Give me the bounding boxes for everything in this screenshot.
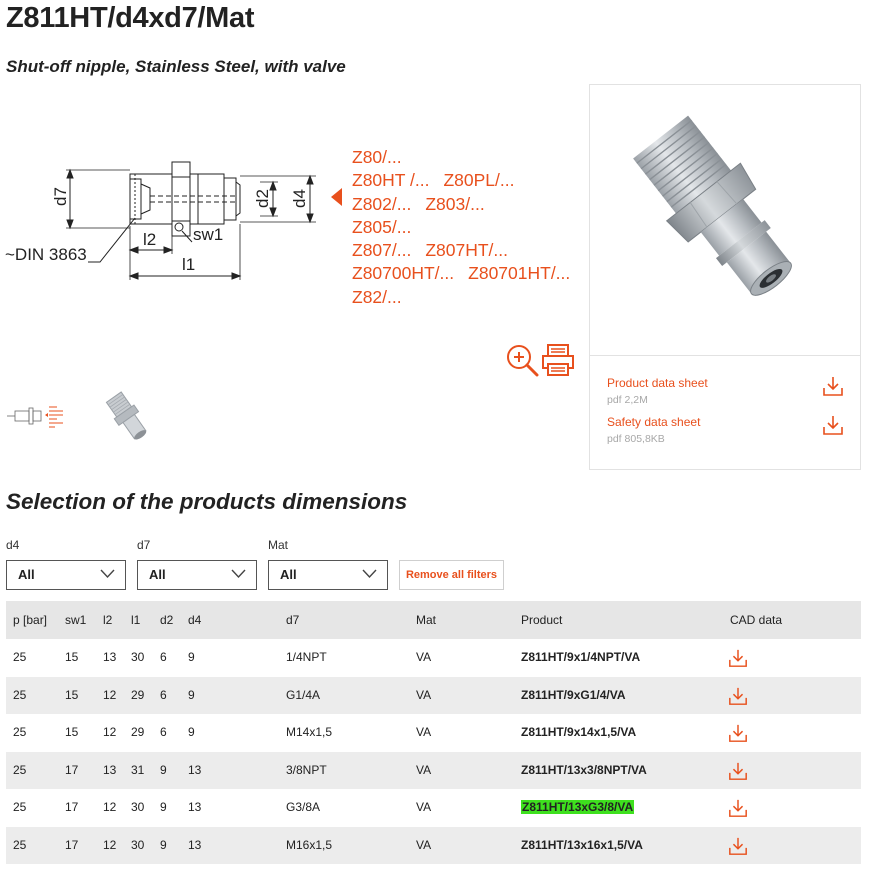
section-title: Selection of the products dimensions [6, 489, 408, 514]
series-link[interactable]: Z805/... [352, 216, 412, 237]
search-highlight: Z811HT/13xG3/8/VA [522, 800, 634, 814]
table-row[interactable] [6, 639, 861, 677]
series-link[interactable]: Z803/... [425, 193, 485, 214]
d7-label: d7 [51, 187, 70, 206]
series-link[interactable]: Z807HT/... [425, 240, 509, 261]
cell-mat: VA [416, 725, 432, 739]
filter-select-mat[interactable] [268, 560, 388, 590]
cell-d4: 9 [188, 725, 195, 739]
d4-label: d4 [290, 189, 309, 208]
series-link[interactable]: Z80701HT/... [468, 263, 571, 284]
cell-mat: VA [416, 837, 432, 852]
filter-label-d7: d7 [137, 538, 151, 552]
column-header: l2 [103, 613, 113, 627]
series-row [352, 169, 587, 192]
filter-value: All [149, 567, 166, 582]
column-header: d7 [286, 613, 300, 627]
filter-value: All [280, 567, 297, 582]
download-icon[interactable] [822, 414, 844, 436]
table-row[interactable] [6, 714, 861, 752]
zoom-in-icon[interactable] [505, 343, 539, 377]
filter-select-d4[interactable] [6, 560, 126, 590]
filter-value: All [18, 567, 35, 582]
product-data-sheet-link[interactable]: Product data sheet [607, 376, 708, 390]
cell-l2: 12 [103, 837, 117, 852]
cell-l1: 30 [131, 800, 145, 814]
cell-l2: 12 [103, 687, 117, 702]
series-row [352, 216, 587, 239]
cell-sw1: 17 [65, 800, 79, 814]
download-icon[interactable] [728, 761, 748, 781]
product-link[interactable]: Z811HT/13x16x1,5/VA [521, 837, 643, 852]
technical-drawing [0, 130, 330, 300]
cell-d7: 1/4NPT [286, 650, 327, 664]
cell-l1: 30 [131, 650, 145, 664]
cell-pressure: 25 [13, 800, 27, 814]
sw1-label: sw1 [193, 225, 224, 244]
page-title: Z811HT/d4xd7/Mat [6, 2, 255, 34]
series-row [352, 286, 587, 309]
column-header: l1 [131, 613, 141, 627]
series-row [352, 239, 587, 262]
filter-label-mat: Mat [268, 538, 289, 552]
cell-d7: 3/8NPT [286, 762, 327, 777]
cell-d2: 6 [160, 725, 167, 739]
series-link[interactable]: Z80/... [352, 147, 402, 167]
cell-mat: VA [416, 687, 432, 702]
table-row[interactable] [6, 677, 861, 715]
products-table [6, 601, 861, 864]
cell-d4: 9 [188, 650, 195, 664]
product-link[interactable]: Z811HT/9x1/4NPT/VA [521, 650, 641, 664]
series-link[interactable]: Z80700HT/... [352, 263, 455, 284]
download-icon[interactable] [822, 375, 844, 397]
column-header: Product [521, 613, 563, 627]
file-info: pdf 805,8KB [607, 433, 665, 445]
cell-l1: 31 [131, 762, 145, 777]
column-header: d2 [160, 613, 174, 627]
product-link[interactable]: Z811HT/9x14x1,5/VA [521, 725, 637, 739]
table-header [6, 601, 861, 639]
cell-d4: 13 [188, 800, 202, 814]
din-label: ~DIN 3863 [5, 245, 87, 264]
cell-l1: 29 [131, 687, 145, 702]
filter-label-d4: d4 [6, 538, 20, 552]
cell-d2: 9 [160, 800, 167, 814]
cell-sw1: 15 [65, 650, 79, 664]
l2-label: l2 [143, 230, 157, 249]
cell-pressure: 25 [13, 837, 27, 852]
series-row [352, 262, 587, 285]
product-link[interactable]: Z811HT/13x3/8NPT/VA [521, 762, 647, 777]
product-link-highlighted[interactable] [521, 789, 634, 827]
cell-d2: 6 [160, 650, 167, 664]
filter-select-d7[interactable] [137, 560, 257, 590]
cell-d4: 13 [188, 837, 202, 852]
chevron-down-icon [362, 566, 377, 581]
product-link[interactable]: Z811HT/9xG1/4/VA [521, 687, 626, 702]
column-header: CAD data [730, 613, 783, 627]
series-link[interactable]: Z807/... [352, 240, 412, 261]
series-link[interactable]: Z82/... [352, 286, 402, 307]
cell-mat: VA [416, 800, 432, 814]
cell-d4: 13 [188, 762, 202, 777]
cell-sw1: 17 [65, 762, 79, 777]
cell-l1: 29 [131, 725, 145, 739]
l1-label: l1 [182, 255, 196, 274]
chevron-down-icon [100, 566, 115, 581]
drawing-thumbnail[interactable] [5, 395, 73, 437]
series-link[interactable]: Z80HT /... [352, 170, 430, 191]
chevron-down-icon [231, 566, 246, 581]
series-link[interactable]: Z80PL/... [443, 170, 515, 191]
cell-l1: 30 [131, 837, 145, 852]
series-row [352, 193, 587, 216]
download-icon[interactable] [728, 686, 748, 706]
column-header: p [bar] [13, 613, 48, 627]
series-row [352, 146, 587, 169]
cell-pressure: 25 [13, 725, 27, 739]
cell-l2: 12 [103, 800, 117, 814]
product-media-card [589, 84, 861, 470]
safety-data-sheet-link[interactable]: Safety data sheet [607, 415, 701, 429]
product-photo-thumbnail[interactable] [96, 385, 158, 447]
cell-d2: 6 [160, 687, 167, 702]
cell-d7: G3/8A [286, 800, 321, 814]
table-row[interactable] [6, 789, 861, 827]
column-header: d4 [188, 613, 202, 627]
print-icon[interactable] [541, 343, 575, 377]
cell-pressure: 25 [13, 650, 27, 664]
cell-d7: G1/4A [286, 687, 321, 702]
table-row[interactable] [6, 752, 861, 790]
column-header: Mat [416, 613, 437, 627]
cell-sw1: 15 [65, 687, 79, 702]
cell-pressure: 25 [13, 762, 27, 777]
cell-d7: M16x1,5 [286, 837, 333, 852]
compatible-series-list [352, 146, 587, 309]
cell-l2: 13 [103, 762, 117, 777]
d2-label: d2 [253, 189, 272, 208]
download-icon[interactable] [728, 723, 748, 743]
triangle-left-icon [331, 188, 342, 206]
safety-data-sheet [607, 415, 700, 445]
page-subtitle: Shut-off nipple, Stainless Steel, with valve [6, 57, 346, 76]
cell-d7: M14x1,5 [286, 725, 333, 739]
cell-d2: 9 [160, 762, 167, 777]
table-row[interactable] [6, 827, 861, 865]
file-info: pdf 2,2M [607, 394, 648, 406]
download-icon[interactable] [728, 648, 748, 668]
cell-mat: VA [416, 650, 432, 664]
cell-mat: VA [416, 762, 432, 777]
product-data-sheet [607, 376, 708, 406]
download-icon[interactable] [728, 836, 748, 856]
cell-sw1: 17 [65, 837, 79, 852]
cell-d4: 9 [188, 687, 195, 702]
cell-pressure: 25 [13, 687, 27, 702]
cell-d2: 9 [160, 837, 167, 852]
cell-l2: 12 [103, 725, 117, 739]
column-header: sw1 [65, 613, 87, 627]
download-icon[interactable] [728, 798, 748, 818]
product-photo [590, 85, 860, 356]
series-link[interactable]: Z802/... [352, 193, 412, 214]
remove-all-filters-button[interactable]: Remove all filters [399, 560, 504, 590]
cell-sw1: 15 [65, 725, 79, 739]
cell-l2: 13 [103, 650, 117, 664]
